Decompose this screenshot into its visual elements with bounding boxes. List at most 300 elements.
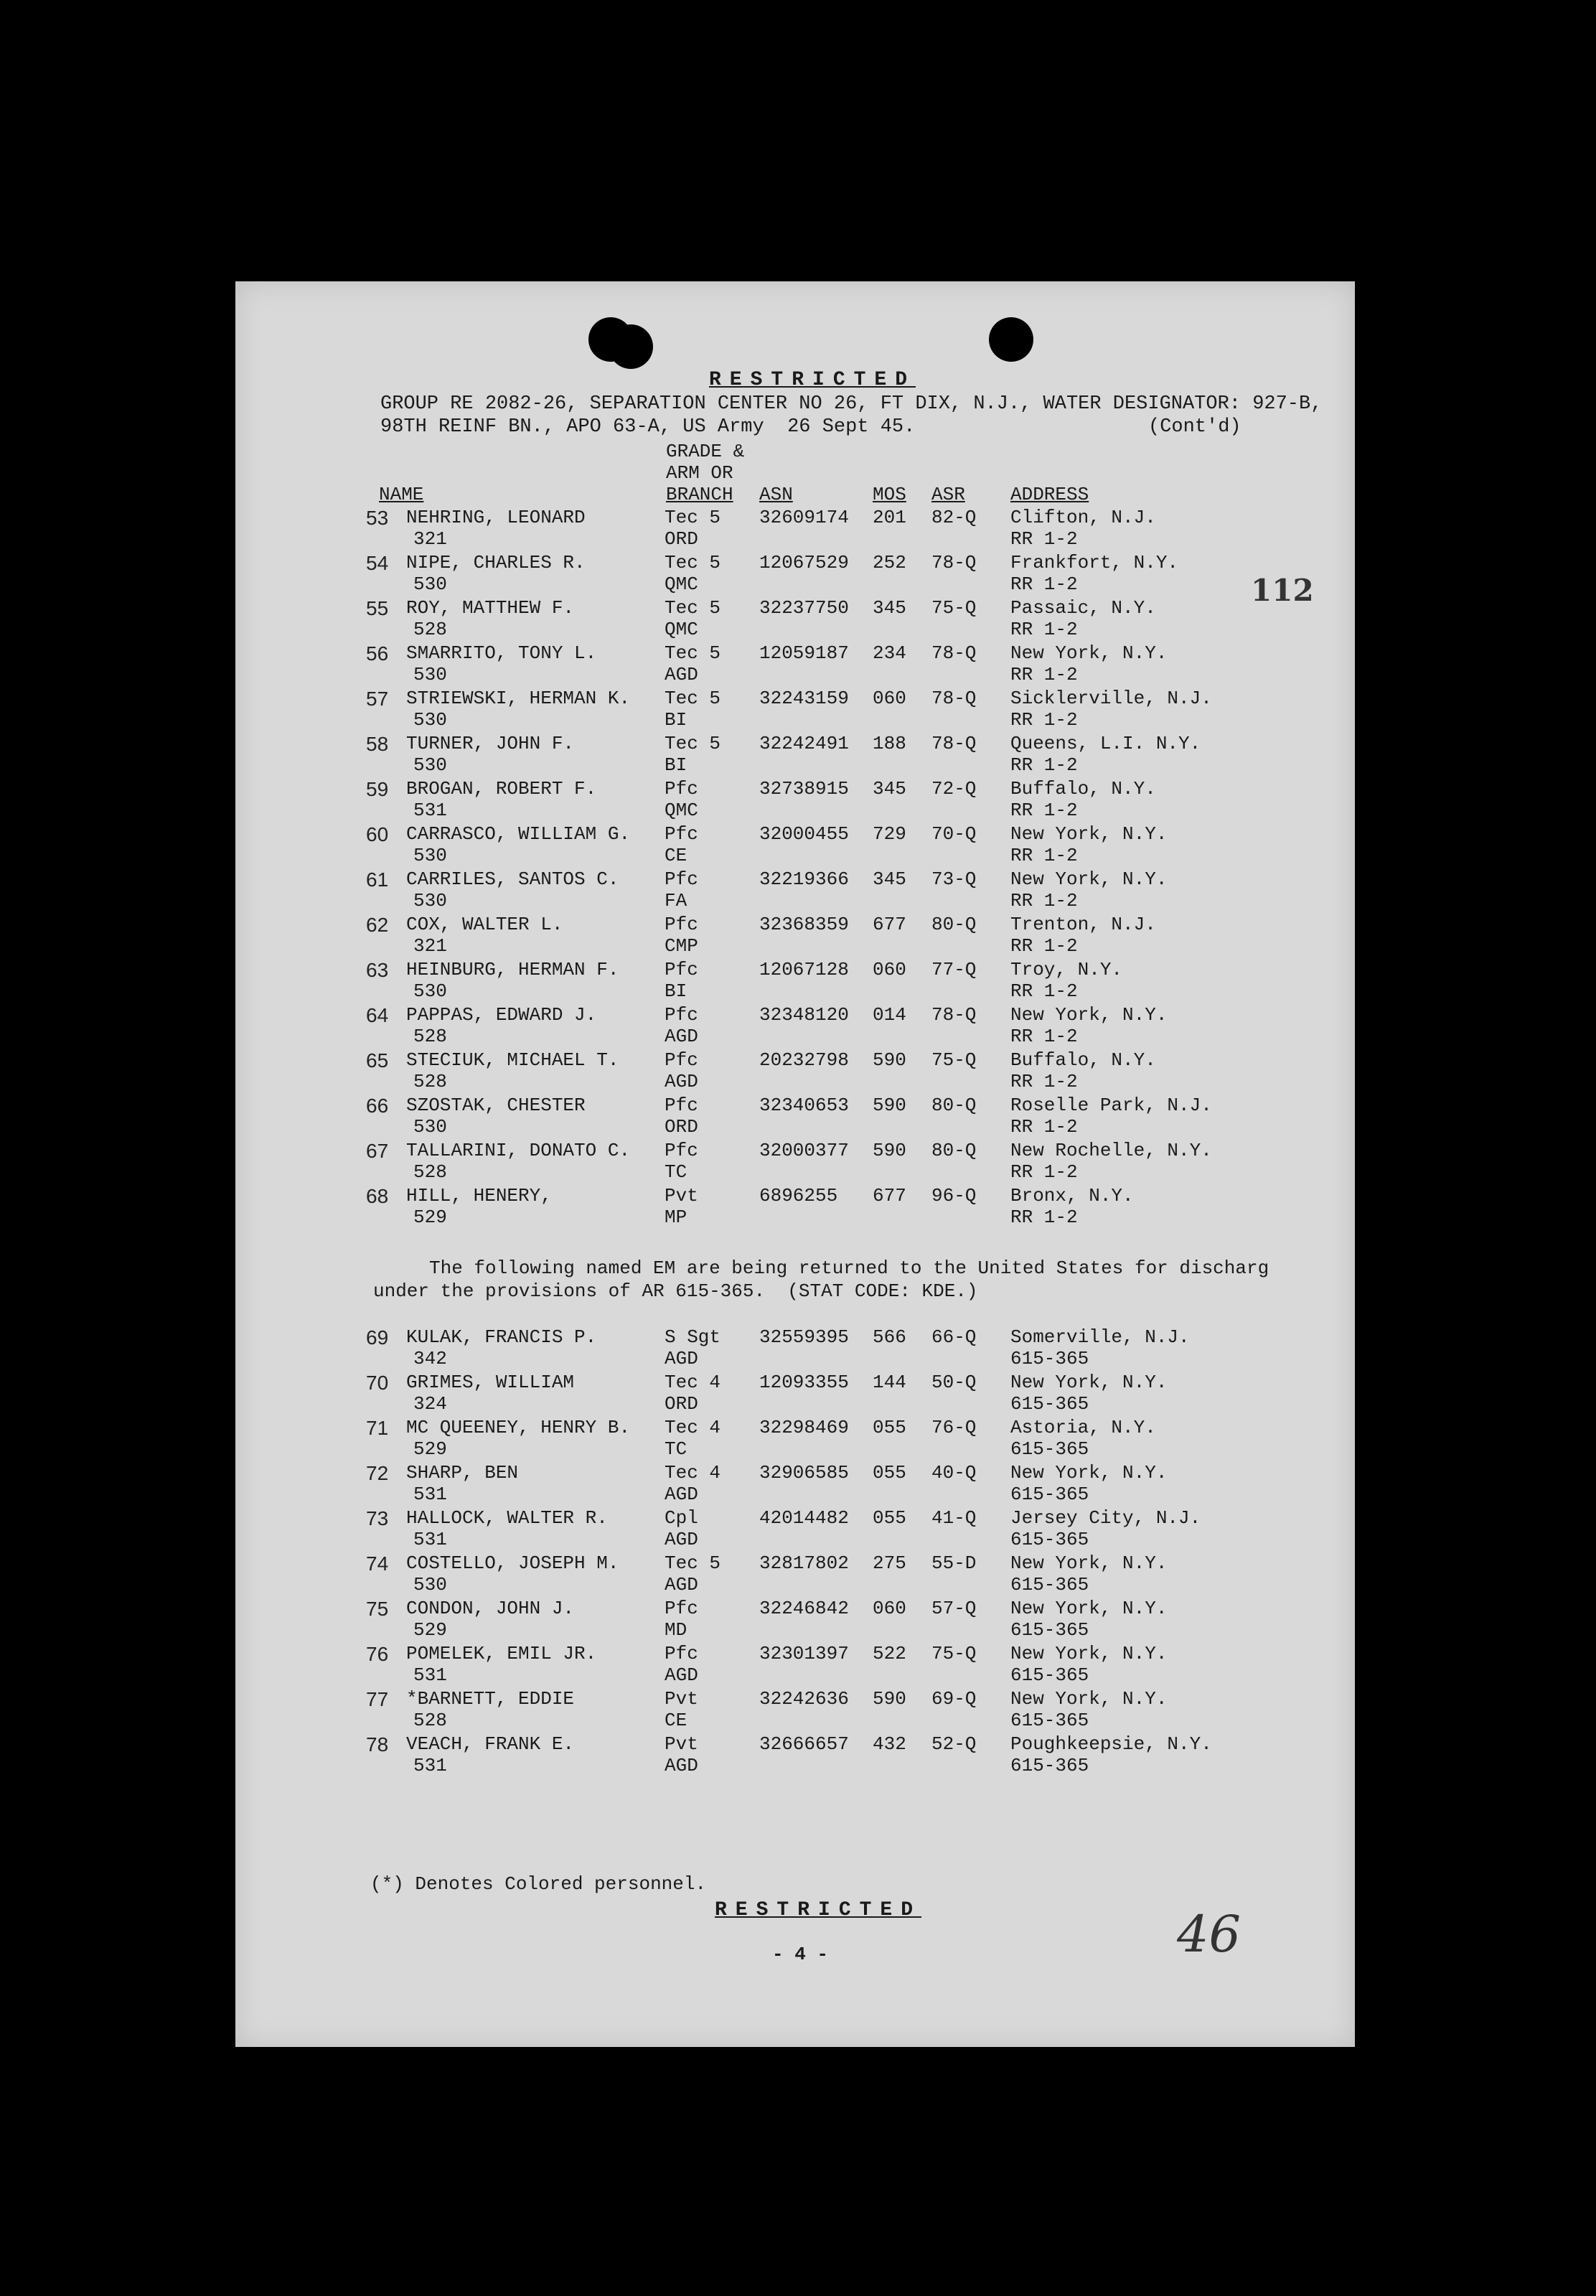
soldier-code: 531 — [413, 800, 447, 821]
header-line-1: GROUP RE 2082-26, SEPARATION CENTER NO 26, FT DIX, N.J., WATER DESIGNATOR: 927-B, — [380, 393, 1323, 415]
mos: 590 — [873, 1049, 906, 1071]
address: Astoria, N.Y. — [1010, 1417, 1156, 1438]
asr: 82-Q — [931, 507, 977, 528]
asr: 76-Q — [931, 1417, 977, 1438]
soldier-code: 530 — [413, 754, 447, 776]
address: New York, N.Y. — [1010, 1004, 1168, 1026]
grade: Pfc — [665, 959, 698, 980]
asr: 70-Q — [931, 823, 977, 845]
asn: 32559395 — [759, 1326, 849, 1348]
soldier-code: 531 — [413, 1755, 447, 1776]
mos: 055 — [873, 1507, 906, 1529]
grade: Tec 5 — [665, 688, 721, 709]
address: Clifton, N.J. — [1010, 507, 1156, 528]
mos: 234 — [873, 642, 906, 664]
address-line-2: RR 1-2 — [1010, 890, 1078, 912]
asr: 75-Q — [931, 1643, 977, 1664]
col-asr: ASR — [931, 484, 965, 505]
asn: 6896255 — [759, 1185, 838, 1206]
grade: Pfc — [665, 1049, 698, 1071]
soldier-code: 528 — [413, 619, 447, 640]
punch-hole — [609, 324, 653, 369]
branch: CE — [665, 845, 687, 866]
roster-row — [235, 507, 1355, 553]
roster-row — [235, 914, 1355, 960]
grade: Tec 5 — [665, 733, 721, 754]
mos: 055 — [873, 1417, 906, 1438]
grade: Pfc — [665, 914, 698, 935]
address: New York, N.Y. — [1010, 868, 1168, 890]
mos: 252 — [873, 552, 906, 573]
asn: 32906585 — [759, 1462, 849, 1484]
address: New Rochelle, N.Y. — [1010, 1140, 1212, 1161]
roster-row — [235, 1372, 1355, 1418]
branch: AGD — [665, 1664, 698, 1686]
grade: Tec 5 — [665, 552, 721, 573]
mos: 590 — [873, 1095, 906, 1116]
address-line-2: 615-365 — [1010, 1755, 1089, 1776]
address: New York, N.Y. — [1010, 1552, 1168, 1574]
row-number: 66 — [366, 1095, 389, 1117]
col-name: NAME — [379, 484, 424, 505]
asn: 32738915 — [759, 778, 849, 800]
roster-row — [235, 868, 1355, 914]
asn: 32340653 — [759, 1095, 849, 1116]
soldier-code: 528 — [413, 1071, 447, 1092]
mos: 188 — [873, 733, 906, 754]
asn: 32219366 — [759, 868, 849, 890]
row-number: 67 — [366, 1140, 389, 1162]
asn: 32301397 — [759, 1643, 849, 1664]
grade: Pvt — [665, 1185, 698, 1206]
col-grade-line1: GRADE & — [666, 441, 745, 462]
row-number: 69 — [366, 1326, 389, 1349]
soldier-name: CARRILES, SANTOS C. — [406, 868, 619, 890]
roster-row — [235, 1552, 1355, 1598]
asr: 96-Q — [931, 1185, 977, 1206]
roster-row — [235, 823, 1355, 869]
soldier-name: MC QUEENEY, HENRY B. — [406, 1417, 631, 1438]
col-grade-line3: BRANCH — [666, 484, 733, 505]
grade: Tec 5 — [665, 1552, 721, 1574]
asn: 32298469 — [759, 1417, 849, 1438]
row-number: 61 — [366, 868, 389, 891]
asr: 78-Q — [931, 642, 977, 664]
soldier-code: 530 — [413, 709, 447, 731]
roster-row — [235, 1643, 1355, 1689]
address-line-2: 615-365 — [1010, 1393, 1089, 1415]
address-line-2: RR 1-2 — [1010, 1206, 1078, 1228]
soldier-code: 528 — [413, 1710, 447, 1731]
branch: BI — [665, 709, 687, 731]
soldier-code: 530 — [413, 664, 447, 685]
soldier-name: TURNER, JOHN F. — [406, 733, 575, 754]
roster-row — [235, 959, 1355, 1005]
asr: 78-Q — [931, 1004, 977, 1026]
address: New York, N.Y. — [1010, 823, 1168, 845]
roster-row — [235, 1049, 1355, 1095]
mos: 566 — [873, 1326, 906, 1348]
mos: 345 — [873, 868, 906, 890]
grade: Tec 4 — [665, 1417, 721, 1438]
grade: S Sgt — [665, 1326, 721, 1348]
asr: 80-Q — [931, 1140, 977, 1161]
asn: 32243159 — [759, 688, 849, 709]
asn: 32609174 — [759, 507, 849, 528]
address-line-2: RR 1-2 — [1010, 845, 1078, 866]
grade: Pfc — [665, 778, 698, 800]
grade: Pvt — [665, 1733, 698, 1755]
address-line-2: RR 1-2 — [1010, 528, 1078, 550]
branch: QMC — [665, 619, 698, 640]
asr: 78-Q — [931, 733, 977, 754]
roster-row — [235, 1095, 1355, 1140]
branch: FA — [665, 890, 687, 912]
header-contd: (Cont'd) — [1148, 416, 1241, 438]
mos: 677 — [873, 914, 906, 935]
soldier-name: COX, WALTER L. — [406, 914, 563, 935]
mos: 729 — [873, 823, 906, 845]
address-line-2: 615-365 — [1010, 1574, 1089, 1596]
row-number: 54 — [366, 552, 389, 574]
asn: 12067128 — [759, 959, 849, 980]
mos: 590 — [873, 1140, 906, 1161]
soldier-code: 529 — [413, 1206, 447, 1228]
roster-row — [235, 733, 1355, 779]
soldier-code: 321 — [413, 935, 447, 957]
col-address: ADDRESS — [1010, 484, 1089, 505]
grade: Tec 5 — [665, 507, 721, 528]
branch: ORD — [665, 1116, 698, 1138]
row-number: 57 — [366, 688, 389, 710]
row-number: 68 — [366, 1185, 389, 1207]
address-line-2: 615-365 — [1010, 1348, 1089, 1369]
asn: 12059187 — [759, 642, 849, 664]
roster-row — [235, 552, 1355, 598]
roster-row — [235, 778, 1355, 824]
soldier-name: SMARRITO, TONY L. — [406, 642, 597, 664]
grade: Tec 5 — [665, 597, 721, 619]
grade: Pfc — [665, 1004, 698, 1026]
branch: AGD — [665, 664, 698, 685]
roster-row — [235, 1462, 1355, 1508]
address-line-2: RR 1-2 — [1010, 573, 1078, 595]
mos: 144 — [873, 1372, 906, 1393]
address: New York, N.Y. — [1010, 1598, 1168, 1619]
branch: CMP — [665, 935, 698, 957]
mos: 060 — [873, 1598, 906, 1619]
asr: 66-Q — [931, 1326, 977, 1348]
soldier-name: HALLOCK, WALTER R. — [406, 1507, 608, 1529]
roster-row — [235, 1417, 1355, 1463]
row-number: 77 — [366, 1688, 389, 1710]
mos: 275 — [873, 1552, 906, 1574]
soldier-name: NEHRING, LEONARD — [406, 507, 586, 528]
address: Buffalo, N.Y. — [1010, 778, 1156, 800]
address: Sicklerville, N.J. — [1010, 688, 1212, 709]
soldier-code: 530 — [413, 573, 447, 595]
roster-row — [235, 642, 1355, 688]
asn: 32237750 — [759, 597, 849, 619]
col-asn: ASN — [759, 484, 793, 505]
grade: Pfc — [665, 1643, 698, 1664]
address-line-2: RR 1-2 — [1010, 800, 1078, 821]
roster-row — [235, 597, 1355, 643]
address-line-2: RR 1-2 — [1010, 709, 1078, 731]
grade: Pvt — [665, 1688, 698, 1710]
soldier-name: STECIUK, MICHAEL T. — [406, 1049, 619, 1071]
roster-row — [235, 688, 1355, 734]
soldier-code: 530 — [413, 1116, 447, 1138]
soldier-name: BROGAN, ROBERT F. — [406, 778, 597, 800]
asr: 80-Q — [931, 914, 977, 935]
soldier-code: 531 — [413, 1664, 447, 1686]
address: Roselle Park, N.J. — [1010, 1095, 1212, 1116]
asr: 78-Q — [931, 552, 977, 573]
row-number: 59 — [366, 778, 389, 800]
soldier-name: POMELEK, EMIL JR. — [406, 1643, 597, 1664]
col-mos: MOS — [873, 484, 906, 505]
row-number: 71 — [366, 1417, 389, 1439]
branch: CE — [665, 1710, 687, 1731]
row-number: 64 — [366, 1004, 389, 1026]
address: New York, N.Y. — [1010, 1643, 1168, 1664]
discharge-paragraph-line-1: The following named EM are being returned to the United States for discharg — [429, 1257, 1269, 1279]
soldier-name: HEINBURG, HERMAN F. — [406, 959, 619, 980]
branch: BI — [665, 980, 687, 1002]
asr: 57-Q — [931, 1598, 977, 1619]
address: Queens, L.I. N.Y. — [1010, 733, 1201, 754]
asr: 69-Q — [931, 1688, 977, 1710]
mos: 590 — [873, 1688, 906, 1710]
soldier-code: 530 — [413, 980, 447, 1002]
asn: 32368359 — [759, 914, 849, 935]
row-number: 65 — [366, 1049, 389, 1072]
address-line-2: 615-365 — [1010, 1529, 1089, 1550]
asn: 42014482 — [759, 1507, 849, 1529]
address-line-2: 615-365 — [1010, 1484, 1089, 1505]
handwritten-page-number: 46 — [1177, 1905, 1241, 1964]
address: Passaic, N.Y. — [1010, 597, 1156, 619]
mos: 677 — [873, 1185, 906, 1206]
asr: 72-Q — [931, 778, 977, 800]
address: New York, N.Y. — [1010, 1462, 1168, 1484]
grade: Pfc — [665, 823, 698, 845]
roster-row — [235, 1004, 1355, 1050]
branch: ORD — [665, 1393, 698, 1415]
mos: 522 — [873, 1643, 906, 1664]
address-line-2: RR 1-2 — [1010, 935, 1078, 957]
roster-row — [235, 1140, 1355, 1186]
row-number: 56 — [366, 642, 389, 665]
grade: Pfc — [665, 1598, 698, 1619]
address-line-2: RR 1-2 — [1010, 754, 1078, 776]
soldier-name: CARRASCO, WILLIAM G. — [406, 823, 631, 845]
soldier-name: CONDON, JOHN J. — [406, 1598, 575, 1619]
address-line-2: RR 1-2 — [1010, 619, 1078, 640]
mos: 060 — [873, 688, 906, 709]
soldier-name: TALLARINI, DONATO C. — [406, 1140, 631, 1161]
address: Jersey City, N.J. — [1010, 1507, 1201, 1529]
address: Frankfort, N.Y. — [1010, 552, 1179, 573]
address-line-2: RR 1-2 — [1010, 1026, 1078, 1047]
soldier-code: 531 — [413, 1529, 447, 1550]
soldier-code: 529 — [413, 1619, 447, 1641]
soldier-code: 528 — [413, 1161, 447, 1183]
branch: AGD — [665, 1071, 698, 1092]
roster-row — [235, 1326, 1355, 1372]
address: Bronx, N.Y. — [1010, 1185, 1134, 1206]
soldier-name: STRIEWSKI, HERMAN K. — [406, 688, 631, 709]
roster-row — [235, 1185, 1355, 1231]
document-page — [235, 281, 1355, 2047]
branch: QMC — [665, 573, 698, 595]
mos: 060 — [873, 959, 906, 980]
page-number: - 4 - — [772, 1944, 829, 1965]
branch: AGD — [665, 1026, 698, 1047]
punch-hole — [989, 317, 1033, 362]
soldier-name: VEACH, FRANK E. — [406, 1733, 575, 1755]
address-line-2: RR 1-2 — [1010, 980, 1078, 1002]
address: New York, N.Y. — [1010, 1688, 1168, 1710]
soldier-name: SZOSTAK, CHESTER — [406, 1095, 586, 1116]
soldier-name: COSTELLO, JOSEPH M. — [406, 1552, 619, 1574]
grade: Pfc — [665, 1140, 698, 1161]
address: New York, N.Y. — [1010, 642, 1168, 664]
asn: 32242636 — [759, 1688, 849, 1710]
soldier-code: 324 — [413, 1393, 447, 1415]
branch: AGD — [665, 1574, 698, 1596]
address: Trenton, N.J. — [1010, 914, 1156, 935]
soldier-name: NIPE, CHARLES R. — [406, 552, 586, 573]
asn: 32817802 — [759, 1552, 849, 1574]
soldier-code: 530 — [413, 1574, 447, 1596]
asn: 32000377 — [759, 1140, 849, 1161]
footnote: (*) Denotes Colored personnel. — [370, 1873, 707, 1895]
classification-bottom: RESTRICTED — [715, 1899, 922, 1921]
address: Troy, N.Y. — [1010, 959, 1123, 980]
row-number: 60 — [366, 823, 389, 845]
soldier-name: SHARP, BEN — [406, 1462, 519, 1484]
roster-row — [235, 1507, 1355, 1553]
asr: 50-Q — [931, 1372, 977, 1393]
row-number: 63 — [366, 959, 389, 981]
row-number: 55 — [366, 597, 389, 619]
asn: 32000455 — [759, 823, 849, 845]
soldier-code: 342 — [413, 1348, 447, 1369]
branch: ORD — [665, 528, 698, 550]
asr: 75-Q — [931, 597, 977, 619]
asr: 41-Q — [931, 1507, 977, 1529]
asr: 40-Q — [931, 1462, 977, 1484]
branch: MP — [665, 1206, 687, 1228]
asn: 32348120 — [759, 1004, 849, 1026]
asn: 20232798 — [759, 1049, 849, 1071]
soldier-code: 530 — [413, 890, 447, 912]
row-number: 58 — [366, 733, 389, 755]
mos: 055 — [873, 1462, 906, 1484]
row-number: 78 — [366, 1733, 389, 1756]
soldier-code: 531 — [413, 1484, 447, 1505]
soldier-name: HILL, HENERY, — [406, 1185, 552, 1206]
row-number: 75 — [366, 1598, 389, 1620]
branch: BI — [665, 754, 687, 776]
address-line-2: 615-365 — [1010, 1664, 1089, 1686]
soldier-code: 529 — [413, 1438, 447, 1460]
address-line-2: RR 1-2 — [1010, 1161, 1078, 1183]
mos: 345 — [873, 778, 906, 800]
roster-row — [235, 1598, 1355, 1644]
address: Buffalo, N.Y. — [1010, 1049, 1156, 1071]
row-number: 76 — [366, 1643, 389, 1665]
address: Somerville, N.J. — [1010, 1326, 1190, 1348]
address: Poughkeepsie, N.Y. — [1010, 1733, 1212, 1755]
grade: Cpl — [665, 1507, 698, 1529]
header-line-2: 98TH REINF BN., APO 63-A, US Army 26 Sept 45. — [380, 416, 916, 438]
address-line-2: RR 1-2 — [1010, 664, 1078, 685]
asr: 75-Q — [931, 1049, 977, 1071]
margin-number: 112 — [1251, 573, 1314, 608]
mos: 345 — [873, 597, 906, 619]
discharge-paragraph-line-2: under the provisions of AR 615-365. (STAT CODE: KDE.) — [373, 1280, 978, 1302]
roster-row — [235, 1688, 1355, 1734]
soldier-code: 528 — [413, 1026, 447, 1047]
branch: AGD — [665, 1348, 698, 1369]
row-number: 73 — [366, 1507, 389, 1529]
mos: 432 — [873, 1733, 906, 1755]
asr: 78-Q — [931, 688, 977, 709]
asr: 55-D — [931, 1552, 977, 1574]
soldier-code: 321 — [413, 528, 447, 550]
branch: AGD — [665, 1529, 698, 1550]
asn: 12067529 — [759, 552, 849, 573]
row-number: 62 — [366, 914, 389, 936]
branch: QMC — [665, 800, 698, 821]
grade: Pfc — [665, 868, 698, 890]
grade: Pfc — [665, 1095, 698, 1116]
col-grade-line2: ARM OR — [666, 462, 733, 484]
row-number: 53 — [366, 507, 389, 529]
branch: TC — [665, 1161, 687, 1183]
soldier-name: *BARNETT, EDDIE — [406, 1688, 575, 1710]
asr: 77-Q — [931, 959, 977, 980]
soldier-name: KULAK, FRANCIS P. — [406, 1326, 597, 1348]
branch: MD — [665, 1619, 687, 1641]
asn: 32666657 — [759, 1733, 849, 1755]
soldier-name: GRIMES, WILLIAM — [406, 1372, 575, 1393]
grade: Tec 4 — [665, 1462, 721, 1484]
branch: AGD — [665, 1484, 698, 1505]
address-line-2: RR 1-2 — [1010, 1071, 1078, 1092]
soldier-name: ROY, MATTHEW F. — [406, 597, 575, 619]
asn: 32242491 — [759, 733, 849, 754]
soldier-code: 530 — [413, 845, 447, 866]
grade: Tec 4 — [665, 1372, 721, 1393]
asr: 73-Q — [931, 868, 977, 890]
asr: 52-Q — [931, 1733, 977, 1755]
mos: 014 — [873, 1004, 906, 1026]
roster-row — [235, 1733, 1355, 1779]
asn: 32246842 — [759, 1598, 849, 1619]
address: New York, N.Y. — [1010, 1372, 1168, 1393]
row-number: 72 — [366, 1462, 389, 1484]
mos: 201 — [873, 507, 906, 528]
soldier-name: PAPPAS, EDWARD J. — [406, 1004, 597, 1026]
address-line-2: 615-365 — [1010, 1710, 1089, 1731]
grade: Tec 5 — [665, 642, 721, 664]
row-number: 70 — [366, 1372, 389, 1394]
classification-top: RESTRICTED — [709, 369, 916, 391]
